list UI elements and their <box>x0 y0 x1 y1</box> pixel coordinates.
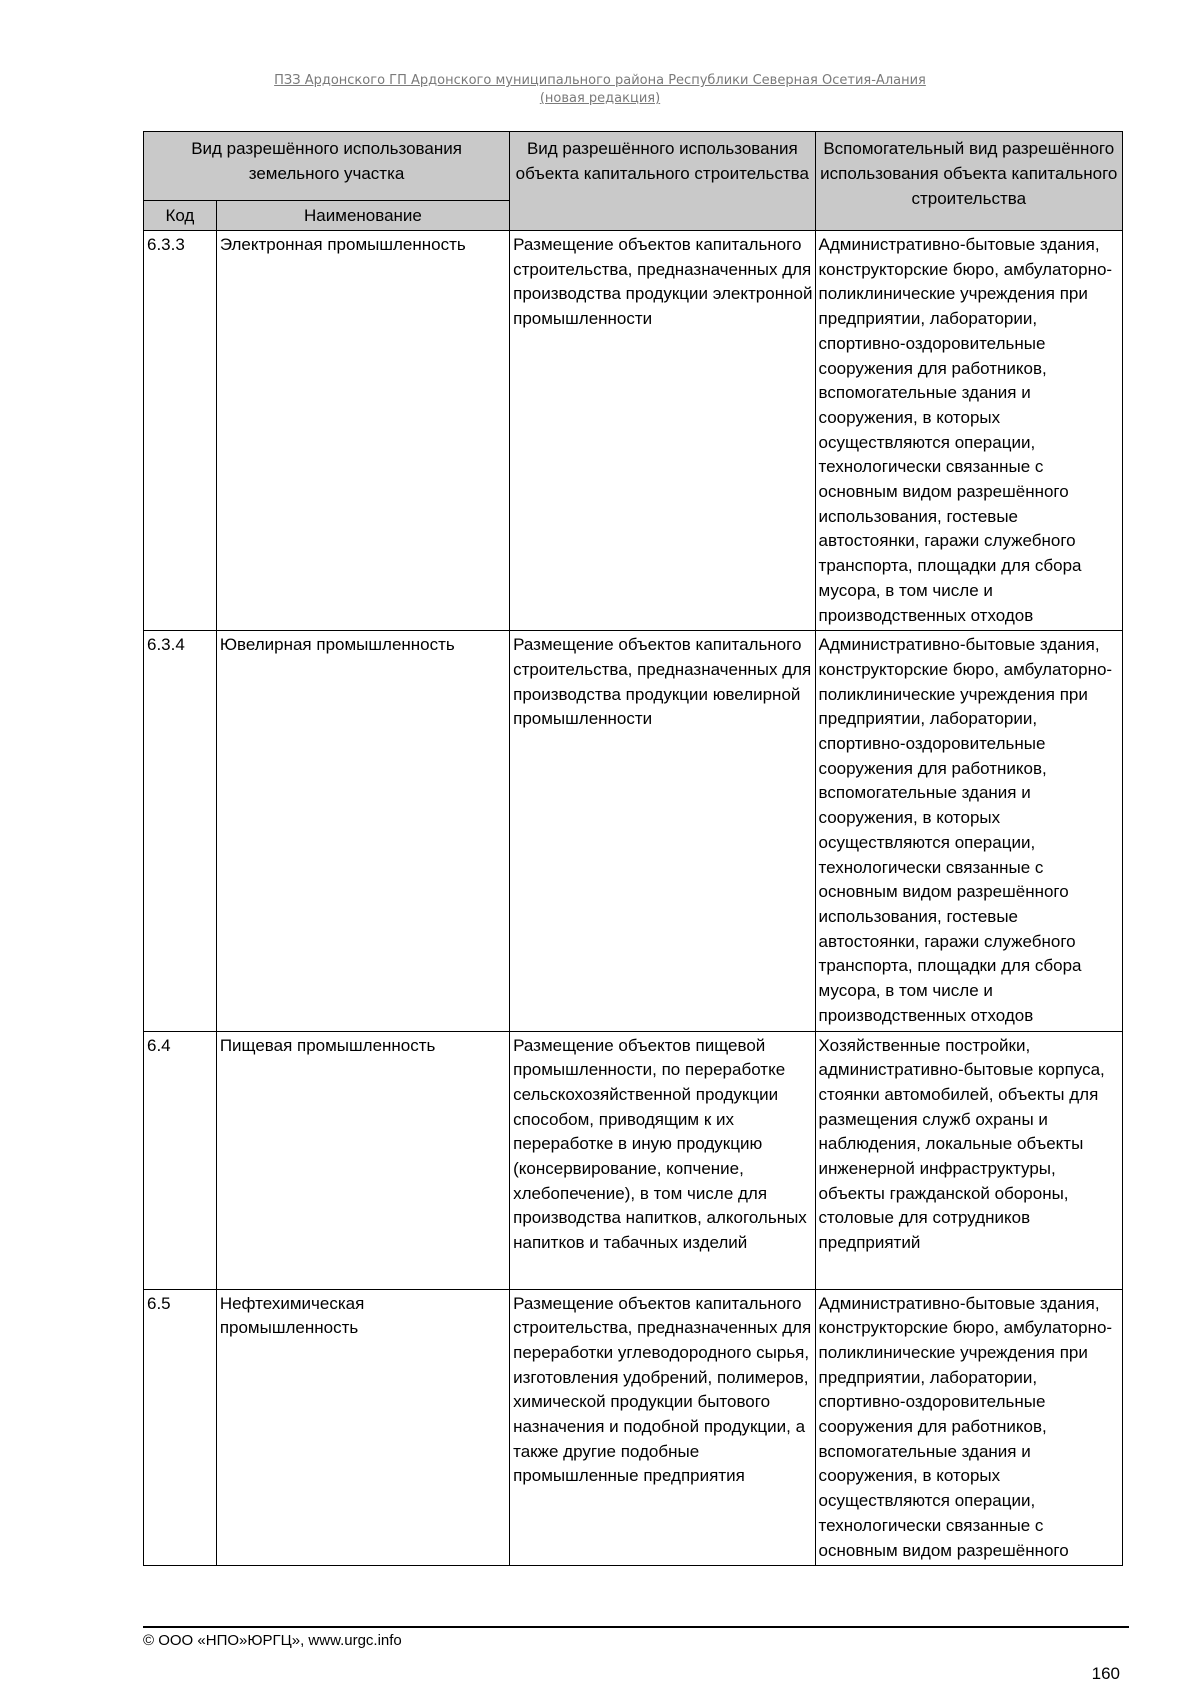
table-row <box>144 1289 1123 1566</box>
header-title: ПЗЗ Ардонского ГП Ардонского муниципального района Республики Северная Осетия-Алания <box>274 73 926 88</box>
row-code: 6.5 <box>144 1289 217 1566</box>
page-number: 160 <box>1091 1664 1120 1683</box>
table-row <box>144 631 1123 1031</box>
table-row <box>144 231 1123 631</box>
row-name: Ювелирная промышленность <box>216 631 509 1031</box>
row-code: 6.3.3 <box>144 231 217 631</box>
row-capital: Размещение объектов капитального строительства, предназначенных для переработки углеводородного сырья, изготовления удобрений, полимеров, химической продукции бытового назначения и подобной продукции, а также другие подобные промышленные предприятия <box>510 1289 815 1566</box>
row-auxiliary: Хозяйственные постройки, административно-бытовые корпуса, стоянки автомобилей, объекты для размещения служб охраны и наблюдения, локальные объекты инженерной инфраструктуры, объекты гражданской обороны, столовые для сотрудников предприятий <box>815 1031 1122 1289</box>
row-code: 6.3.4 <box>144 631 217 1031</box>
row-capital: Размещение объектов капитального строительства, предназначенных для производства продукции электронной промышленности <box>510 231 815 631</box>
row-code: 6.4 <box>144 1031 217 1289</box>
row-name: Нефтехимическая промышленность <box>216 1289 509 1566</box>
header-code: Код <box>144 201 217 231</box>
header-subtitle: (новая редакция) <box>539 91 661 106</box>
header-name: Наименование <box>216 201 509 231</box>
table-header-row <box>144 132 1123 201</box>
header-auxiliary-use: Вспомогательный вид разрешённого использования объекта капитального строительства <box>815 132 1122 231</box>
row-capital: Размещение объектов капитального строительства, предназначенных для производства продукции ювелирной промышленности <box>510 631 815 1031</box>
row-name: Электронная промышленность <box>216 231 509 631</box>
row-auxiliary: Административно-бытовые здания, конструкторские бюро, амбулаторно-поликлинические учреждения при предприятии, лаборатории, спортивно-оздоровительные сооружения для работников, вспомогательные здания и сооружения, в которых осуществляются операции, технологически связанные с основным видом разрешённого использования, гостевые автостоянки, гаражи служебного транспорта, площадки для сбора мусора, в том числе и производственных отходов <box>815 631 1122 1031</box>
land-use-table <box>143 131 1123 1566</box>
footer-divider <box>143 1626 1129 1628</box>
page-header <box>0 72 1200 108</box>
row-auxiliary: Административно-бытовые здания, конструкторские бюро, амбулаторно-поликлинические учреждения при предприятии, лаборатории, спортивно-оздоровительные сооружения для работников, вспомогательные здания и сооружения, в которых осуществляются операции, технологически связанные с основным видом разрешённого <box>815 1289 1122 1566</box>
footer-copyright: © ООО «НПО»ЮРГЦ», www.urgc.info <box>143 1632 402 1649</box>
row-auxiliary: Административно-бытовые здания, конструкторские бюро, амбулаторно-поликлинические учреждения при предприятии, лаборатории, спортивно-оздоровительные сооружения для работников, вспомогательные здания и сооружения, в которых осуществляются операции, технологически связанные с основным видом разрешённого использования, гостевые автостоянки, гаражи служебного транспорта, площадки для сбора мусора, в том числе и производственных отходов <box>815 231 1122 631</box>
header-capital-construction: Вид разрешённого использования объекта капитального строительства <box>510 132 815 231</box>
row-name: Пищевая промышленность <box>216 1031 509 1289</box>
table-row <box>144 1031 1123 1289</box>
header-land-use: Вид разрешённого использования земельного участка <box>144 132 510 201</box>
row-capital: Размещение объектов пищевой промышленности, по переработке сельскохозяйственной продукции способом, приводящим к их переработке в иную продукцию (консервирование, копчение, хлебопечение), в том числе для производства напитков, алкогольных напитков и табачных изделий <box>510 1031 815 1289</box>
